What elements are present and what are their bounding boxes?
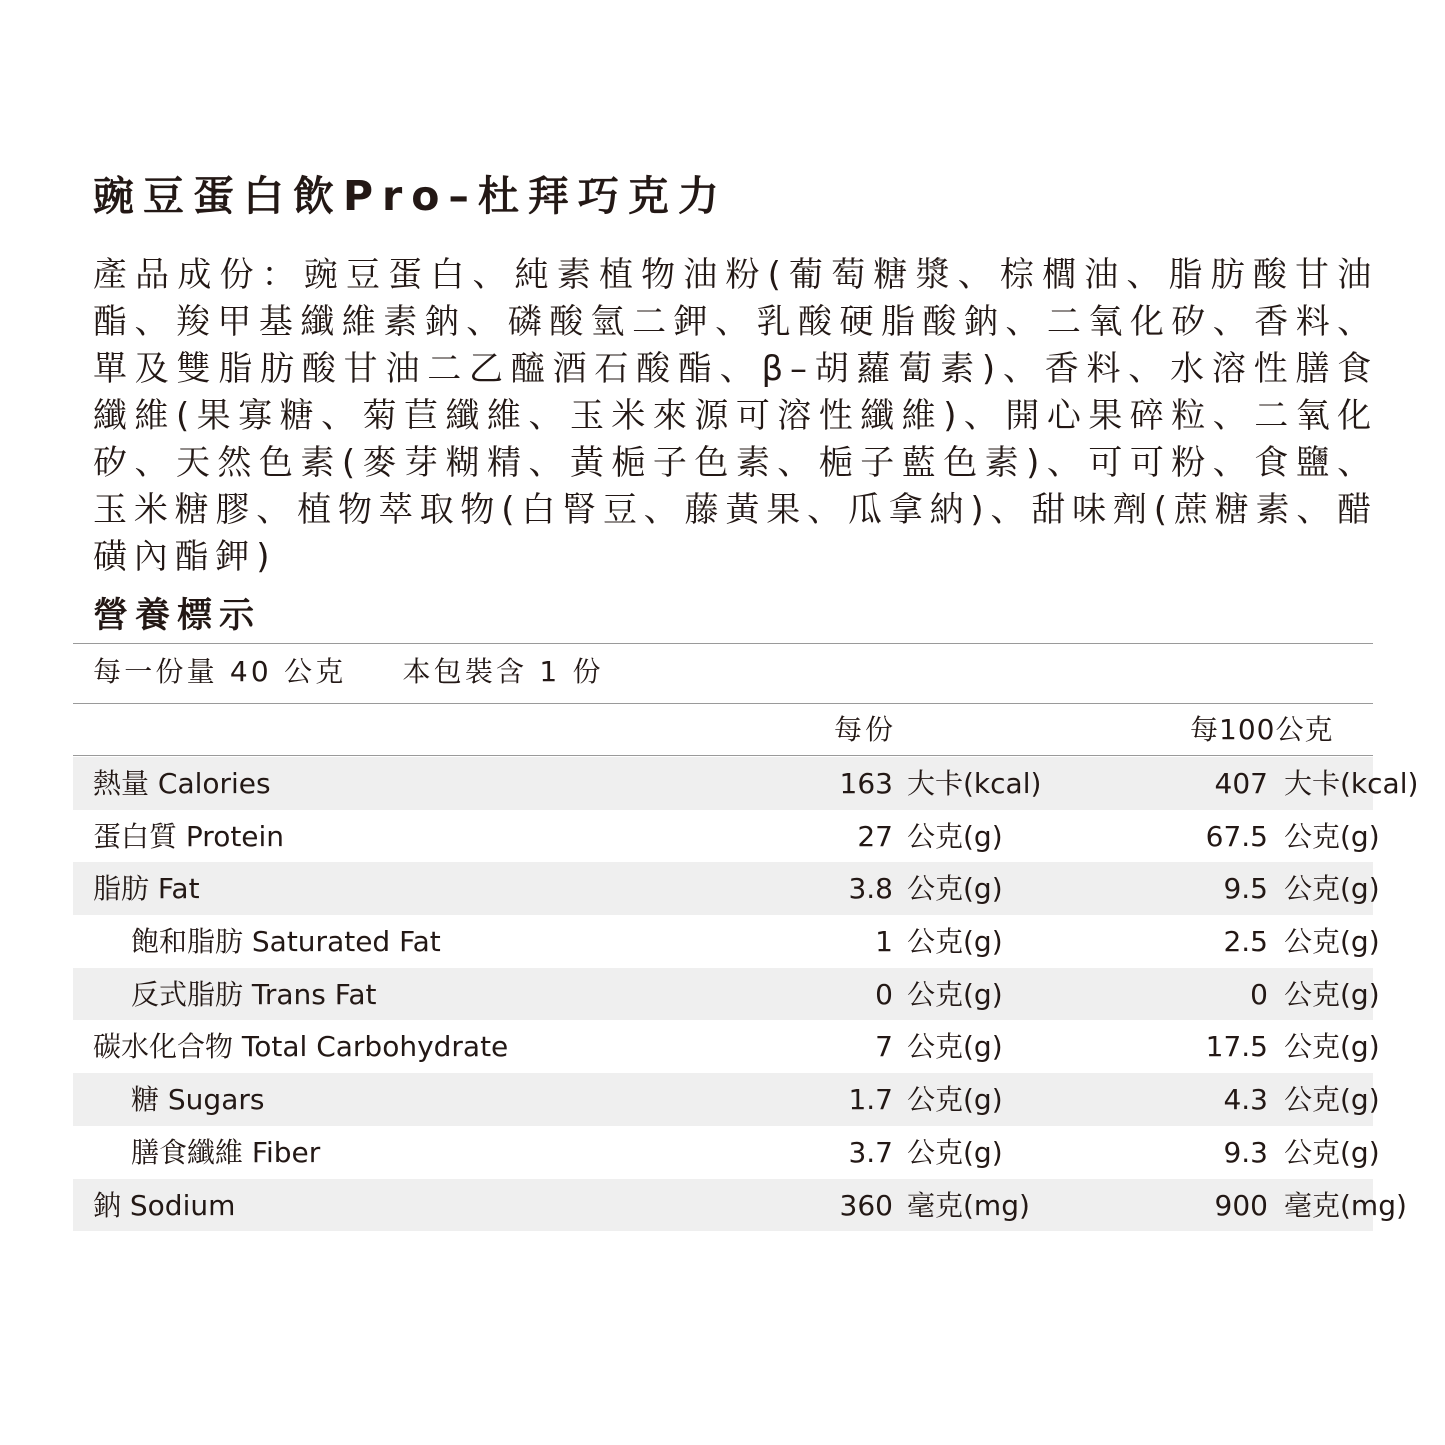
table-row — [73, 968, 1380, 1021]
per-serving-value: 1.7 — [848, 1083, 893, 1117]
table-row — [73, 1179, 1407, 1232]
per-serving-value: 1 — [875, 925, 893, 959]
table-row — [73, 757, 1419, 810]
per-100g-unit: 公克(g) — [1284, 872, 1380, 906]
per-serving-value: 27 — [857, 819, 893, 853]
per-100g-value: 67.5 — [1205, 819, 1268, 853]
nutrient-name: 脂肪 Fat — [93, 872, 200, 906]
divider-serving — [73, 703, 1373, 704]
table-row — [73, 1020, 1380, 1073]
per-100g-unit: 大卡(kcal) — [1284, 767, 1419, 800]
per-serving-unit: 公克(g) — [907, 1083, 1003, 1117]
per-100g-value: 9.5 — [1223, 872, 1268, 906]
table-row — [73, 1126, 1380, 1179]
per-serving-unit: 公克(g) — [907, 1030, 1003, 1064]
per-serving-unit: 公克(g) — [907, 819, 1003, 853]
per-serving-unit: 公克(g) — [907, 925, 1003, 959]
nutrition-table — [73, 757, 1419, 1231]
serving-size: 每一份量 40 公克 — [93, 655, 347, 688]
per-serving-value: 7 — [875, 1030, 893, 1064]
nutrient-name: 熱量 Calories — [93, 767, 271, 800]
per-100g-unit: 公克(g) — [1284, 1083, 1380, 1117]
ingredients-text: 產品成份：豌豆蛋白、純素植物油粉(葡萄糖漿、棕櫚油、脂肪酸甘油酯、羧甲基纖維素鈉、磷酸氫二鉀、乳酸硬脂酸鈉、二氧化矽、香料、單及雙脂肪酸甘油二乙醯酒石酸酯、β–胡蘿蔔素)、香料、水溶性膳食纖維(果寡糖、菊苣纖維、玉米來源可溶性纖維)、開心果碎粒、二氧化矽、天然色素(麥芽糊精、黃梔子色素、梔子藍色素)、可可粉、食鹽、玉米糖膠、植物萃取物(白腎豆、藤黃果、瓜拿納)、甜味劑(蔗糖素、醋磺內酯鉀) — [93, 255, 1378, 577]
table-row — [73, 915, 1380, 968]
per-100g-value: 17.5 — [1205, 1030, 1268, 1064]
divider-header — [73, 755, 1373, 756]
per-serving-value: 3.7 — [848, 1135, 893, 1169]
per-serving-unit: 公克(g) — [907, 1135, 1003, 1169]
table-row — [73, 862, 1380, 915]
per-serving-value: 360 — [839, 1188, 893, 1222]
nutrient-name: 飽和脂肪 Saturated Fat — [131, 925, 441, 959]
column-header-per-100g: 每100公克 — [1190, 713, 1334, 746]
product-title: 豌豆蛋白飲Pro–杜拜巧克力 — [93, 172, 728, 220]
divider-top — [73, 643, 1373, 644]
per-100g-value: 4.3 — [1223, 1083, 1268, 1117]
nutrition-heading: 營養標示 — [93, 596, 262, 636]
per-serving-value: 3.8 — [848, 872, 893, 906]
nutrient-name: 糖 Sugars — [131, 1083, 265, 1117]
per-100g-value: 900 — [1214, 1188, 1268, 1222]
per-100g-unit: 毫克(mg) — [1284, 1188, 1407, 1222]
servings-per-pack: 本包裝含 1 份 — [402, 655, 604, 688]
nutrient-name: 蛋白質 Protein — [93, 819, 285, 853]
per-100g-value: 407 — [1214, 767, 1268, 800]
per-100g-unit: 公克(g) — [1284, 1030, 1380, 1064]
per-serving-unit: 大卡(kcal) — [907, 767, 1042, 800]
table-row — [73, 810, 1380, 863]
nutrient-name: 鈉 Sodium — [93, 1188, 236, 1222]
nutrient-name: 膳食纖維 Fiber — [131, 1135, 321, 1169]
serving-info — [93, 649, 604, 695]
table-row — [73, 1073, 1380, 1126]
nutrient-name: 碳水化合物 Total Carbohydrate — [93, 1030, 509, 1064]
column-header-per-serving: 每份 — [834, 713, 897, 746]
per-100g-unit: 公克(g) — [1284, 819, 1380, 853]
per-100g-value: 2.5 — [1223, 925, 1268, 959]
per-serving-unit: 毫克(mg) — [907, 1188, 1030, 1222]
per-serving-unit: 公克(g) — [907, 872, 1003, 906]
per-100g-unit: 公克(g) — [1284, 1135, 1380, 1169]
per-100g-unit: 公克(g) — [1284, 977, 1380, 1011]
per-serving-value: 163 — [839, 767, 893, 800]
per-100g-value: 0 — [1250, 977, 1268, 1011]
per-serving-unit: 公克(g) — [907, 977, 1003, 1011]
per-100g-unit: 公克(g) — [1284, 925, 1380, 959]
per-100g-value: 9.3 — [1223, 1135, 1268, 1169]
per-serving-value: 0 — [875, 977, 893, 1011]
nutrient-name: 反式脂肪 Trans Fat — [131, 977, 377, 1011]
